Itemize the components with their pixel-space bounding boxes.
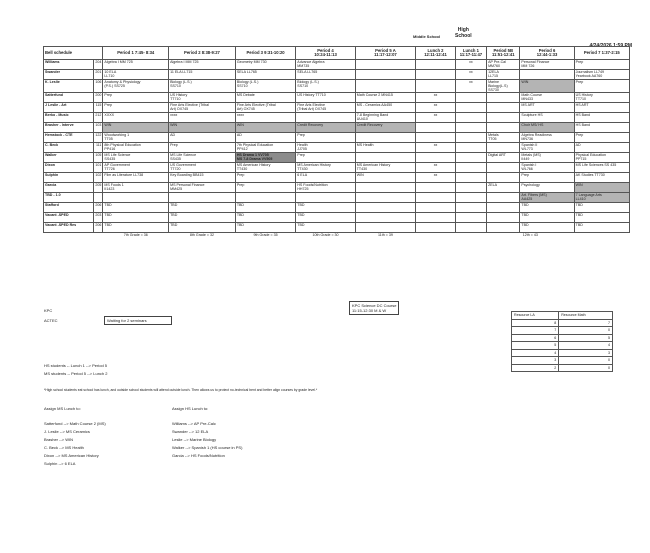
- table-row: [44, 143, 630, 153]
- schedule-cell: [487, 203, 520, 213]
- schedule-cell: Prep: [520, 173, 574, 183]
- schedule-cell: AP Government TT726: [103, 163, 169, 173]
- schedule-cell: xx: [416, 163, 456, 173]
- resource-cell: 5: [559, 334, 613, 342]
- schedule-cell: WIN: [574, 183, 629, 193]
- schedule-cell: Choir MS/ HS: [520, 123, 574, 133]
- schedule-cell: [487, 193, 520, 203]
- schedule-cell: Psychology: [520, 183, 574, 193]
- resource-row: [512, 342, 613, 350]
- schedule-table: [43, 46, 630, 242]
- total-cell: 7th Grade = 36: [123, 233, 148, 237]
- schedule-cell: [455, 183, 486, 193]
- kpc-course-box: KPC Science DC Course 11:15-12:30 M & W: [349, 301, 399, 315]
- schedule-cell: [416, 183, 456, 193]
- teacher-name: TBD - 1.0: [44, 193, 94, 203]
- schedule-cell: [416, 80, 456, 93]
- header-cell: Period 5 A 11:17-12:07: [355, 47, 415, 60]
- table-row: [44, 123, 630, 133]
- table-row: [44, 70, 630, 80]
- schedule-cell: MS Life Sciences SS 435: [574, 163, 629, 173]
- teacher-name: Brasher - Interve: [44, 123, 94, 133]
- schedule-cell: [235, 193, 295, 203]
- teacher-name: Sulphin: [44, 173, 94, 183]
- resource-row: [512, 319, 613, 327]
- schedule-cell: AD: [574, 143, 629, 153]
- room-number: 106: [94, 80, 103, 93]
- schedule-cell: [103, 193, 169, 203]
- schedule-cell: [355, 70, 415, 80]
- header-cell: Period 2 8:38-9:27: [169, 47, 236, 60]
- room-number: 103: [94, 123, 103, 133]
- schedule-cell: WIN: [520, 80, 574, 93]
- schedule-cell: [455, 93, 486, 103]
- schedule-cell: [455, 133, 486, 143]
- assignment-item: J. Leslie --> MS Ceramics: [44, 429, 90, 434]
- schedule-cell: [416, 60, 456, 70]
- schedule-cell: [455, 103, 486, 113]
- teacher-name: Hemstock - CTE: [44, 133, 94, 143]
- schedule-cell: [455, 113, 486, 123]
- schedule-cell: HS Band: [574, 123, 629, 133]
- schedule-cell: [355, 60, 415, 70]
- schedule-cell: 7 Language Arts LL410: [574, 193, 629, 203]
- schedule-cell: [487, 143, 520, 153]
- schedule-cell: [487, 93, 520, 103]
- schedule-cell: Fine Arts Elective (Tribal Art) OX745: [296, 103, 355, 113]
- schedule-cell: [355, 80, 415, 93]
- table-row: [44, 80, 630, 93]
- schedule-cell: Prep: [235, 183, 295, 193]
- schedule-cell: TBD: [169, 203, 236, 213]
- assignment-item: Dixon --> MS American History: [44, 453, 99, 458]
- schedule-cell: Prep: [574, 80, 629, 93]
- schedule-cell: TBD: [574, 213, 629, 223]
- schedule-cell: MS - Ceramics AA450: [355, 103, 415, 113]
- schedule-cell: xx: [455, 80, 486, 93]
- schedule-cell: MS Debate: [235, 93, 295, 103]
- schedule-cell: HS Foods/Nutrition HH725: [296, 183, 355, 193]
- assignment-item: Brasher --> WIN: [44, 437, 74, 442]
- resource-cell: 7: [512, 327, 559, 335]
- schedule-cell: AD: [235, 133, 295, 143]
- schedule-cell: [487, 123, 520, 133]
- schedule-cell: [487, 113, 520, 123]
- assignment-item: Walker --> Spanish 1 (HS course in PS): [172, 445, 243, 450]
- schedule-cell: 7-8 Beginning Band UU410: [355, 113, 415, 123]
- schedule-cell: Prep: [103, 93, 169, 103]
- schedule-cell: xx: [455, 60, 486, 70]
- schedule-cell: Algebra I MM 725: [169, 60, 236, 70]
- schedule-cell: Prep: [169, 143, 236, 153]
- lunch2-note: MS students -- Period 5 --> Lunch 2: [44, 371, 108, 376]
- resource-row: [512, 349, 613, 357]
- schedule-cell: xx: [416, 93, 456, 103]
- schedule-cell: SELA LL765: [235, 70, 295, 80]
- schedule-cell: MS ART: [520, 103, 574, 113]
- schedule-cell: xx: [416, 173, 456, 183]
- schedule-cell: Art. Fibers (MS) AA425: [520, 193, 574, 203]
- resource-cell: 5: [512, 342, 559, 350]
- teacher-name: Stafford: [44, 203, 94, 213]
- schedule-cell: TBD: [235, 213, 295, 223]
- actec-label: ACTEC: [44, 318, 58, 323]
- schedule-cell: WIN: [235, 123, 295, 133]
- assignment-item: Leslie --> Marine Biology: [172, 437, 217, 442]
- schedule-cell: TBD: [296, 203, 355, 213]
- total-cell: 9th Grade = 35: [253, 233, 278, 237]
- schedule-cell: [416, 223, 456, 233]
- room-number: 203: [94, 213, 103, 223]
- schedule-cell: MS Foods 1 II1423: [103, 183, 169, 193]
- schedule-cell: Credit Recovery: [296, 123, 355, 133]
- room-number: 111: [94, 143, 103, 153]
- schedule-cell: Personal Finance MM 726: [520, 60, 574, 70]
- resource-cell: 3: [512, 357, 559, 365]
- schedule-cell: Film as Literature LL738: [103, 173, 169, 183]
- teacher-name: Berko - Music: [44, 113, 94, 123]
- resource-row: [512, 327, 613, 335]
- teacher-name: Dixon: [44, 163, 94, 173]
- lunch1-note: HS students -- Lunch 1 --> Period 5: [44, 363, 108, 368]
- room-number: [94, 193, 103, 203]
- schedule-cell: Metals TT05: [487, 133, 520, 143]
- schedule-cell: Key Boarding BB415: [169, 173, 236, 183]
- schedule-cell: Math Course MN433: [520, 93, 574, 103]
- resource-header: Resource Math: [559, 312, 613, 320]
- total-cell: 11th = 39: [378, 233, 393, 237]
- schedule-cell: Geometry MM 730: [235, 60, 295, 70]
- schedule-cell: xxxx: [235, 113, 295, 123]
- schedule-cell: 6 ELA: [296, 173, 355, 183]
- schedule-cell: 7th Physical Education PP412: [235, 143, 295, 153]
- room-number: 205: [94, 183, 103, 193]
- resource-cell: 4: [559, 342, 613, 350]
- schedule-cell: Fine Arts Elective (Tribal Art) OX745: [169, 103, 236, 113]
- resource-row: [512, 357, 613, 365]
- schedule-cell: HS ART: [574, 103, 629, 113]
- schedule-cell: [455, 143, 486, 153]
- total-cell: 8th Grade = 32: [189, 233, 214, 237]
- resource-row: [512, 364, 613, 372]
- schedule-cell: [455, 163, 486, 173]
- schedule-cell: [487, 163, 520, 173]
- assignment-item: Williams --> AP Pre-Calc: [172, 421, 216, 426]
- schedule-cell: xxxx: [169, 113, 236, 123]
- schedule-cell: MS Life Science SS435: [103, 153, 169, 163]
- schedule-cell: [455, 223, 486, 233]
- schedule-cell: xx: [416, 143, 456, 153]
- kpc-label: KPC: [44, 308, 53, 313]
- schedule-cell: Biology (L.S.) SS710: [296, 80, 355, 93]
- schedule-cell: Advance Algebra MM735: [296, 60, 355, 70]
- header-cell: Period 1 7:45- 8:34: [103, 47, 169, 60]
- assign-ms-title: Assign MS Lunch to:: [44, 406, 81, 411]
- schedule-cell: Marine Biology(L.S) SS730: [487, 80, 520, 93]
- assignment-item: C. Beck --> MS Health: [44, 445, 84, 450]
- print-date: 4/24/2026 1:59 PM: [589, 43, 632, 49]
- schedule-cell: MS American History TT430: [235, 163, 295, 173]
- schedule-cell: 8th Physical Education PP416: [103, 143, 169, 153]
- schedule-cell: [520, 70, 574, 80]
- room-number: 204: [94, 60, 103, 70]
- room-number: 122: [94, 133, 103, 143]
- header-row: [44, 47, 630, 60]
- schedule-cell: AD: [169, 133, 236, 143]
- schedule-cell: MS Personal Finance MM425: [169, 183, 236, 193]
- table-row: [44, 103, 630, 113]
- middle-school-label: Middle School: [413, 34, 441, 39]
- schedule-cell: 12ELA LL715: [487, 70, 520, 80]
- teacher-name: Garcia: [44, 183, 94, 193]
- schedule-cell: Fine Arts Elective (Tribal Art) OX745: [235, 103, 295, 113]
- table-row: [44, 153, 630, 163]
- resource-cell: 8: [512, 319, 559, 327]
- schedule-cell: MS American History TT430: [296, 163, 355, 173]
- room-number: 102: [94, 173, 103, 183]
- header-cell: Period 4 10:24-11:13: [296, 47, 355, 60]
- room-number: 206: [94, 223, 103, 233]
- schedule-cell: US History TT710: [574, 93, 629, 103]
- schedule-cell: Sculpture HS: [520, 113, 574, 123]
- schedule-cell: TBD: [169, 213, 236, 223]
- total-cell: 12th = 43: [522, 233, 538, 237]
- table-row: [44, 133, 630, 143]
- teacher-name: Swander: [44, 70, 94, 80]
- schedule-cell: Math Course 2 MN415: [355, 93, 415, 103]
- schedule-cell: TBD: [103, 203, 169, 213]
- schedule-cell: [355, 153, 415, 163]
- schedule-cell: [455, 173, 486, 183]
- schedule-cell: [355, 223, 415, 233]
- schedule-cell: ZELA: [487, 183, 520, 193]
- schedule-cell: [455, 123, 486, 133]
- schedule-cell: Prep: [296, 153, 355, 163]
- schedule-cell: Journalism LL749 Yearbook AA760: [574, 70, 629, 80]
- schedule-cell: TBD: [520, 223, 574, 233]
- schedule-cell: 11 ELA LL715: [169, 70, 236, 80]
- schedule-cell: XXXX: [103, 113, 169, 123]
- assignment-item: Garcia --> HS Foods/Nutrition: [172, 453, 225, 458]
- schedule-cell: Prep: [296, 133, 355, 143]
- schedule-cell: [487, 213, 520, 223]
- schedule-cell: Algebra Readiness MN736: [520, 133, 574, 143]
- schedule-cell: [455, 203, 486, 213]
- total-cell: 10th Grade = 30: [312, 233, 339, 237]
- schedule-cell: [455, 193, 486, 203]
- resource-cell: 0: [559, 327, 613, 335]
- table-row: [44, 203, 630, 213]
- schedule-cell: TBD: [169, 223, 236, 233]
- teacher-name: Satterfund: [44, 93, 94, 103]
- assignment-item: Sulphin --> 6 ELA: [44, 461, 76, 466]
- schedule-cell: [455, 153, 486, 163]
- room-number: 200: [94, 93, 103, 103]
- resource-row: [512, 334, 613, 342]
- teacher-name: Williams: [44, 60, 94, 70]
- schedule-cell: [416, 153, 456, 163]
- schedule-cell: MS Health: [355, 143, 415, 153]
- assign-ms-list: [44, 420, 106, 468]
- table-row: [44, 223, 630, 233]
- schedule-cell: [487, 223, 520, 233]
- schedule-cell: [416, 193, 456, 203]
- resource-cell: 0: [559, 364, 613, 372]
- schedule-cell: Prep: [574, 133, 629, 143]
- schedule-cell: [416, 123, 456, 133]
- grade-totals-row: [44, 233, 630, 243]
- header-cell: Bell schedule: [44, 47, 103, 60]
- room-number: 105: [94, 153, 103, 163]
- table-row: [44, 173, 630, 183]
- schedule-cell: Metals (MS) II449: [520, 153, 574, 163]
- table-row: [44, 93, 630, 103]
- room-number: 206: [94, 203, 103, 213]
- schedule-cell: Physical Education PP715: [574, 153, 629, 163]
- resource-cell: 2: [512, 364, 559, 372]
- schedule-cell: TBD: [296, 213, 355, 223]
- room-number: 212: [94, 113, 103, 123]
- schedule-cell: Anatomy & Physiology (P.S.) SS725: [103, 80, 169, 93]
- schedule-cell: US Government TT720: [169, 163, 236, 173]
- assignment-item: Swander --> 12 ELA: [172, 429, 209, 434]
- header-cell: Period 3 9:31-10:20: [235, 47, 295, 60]
- schedule-cell: Credit Recovery: [355, 123, 415, 133]
- teacher-name: J Leslie - Art: [44, 103, 94, 113]
- teacher-name: K. Leslie: [44, 80, 94, 93]
- schedule-cell: [416, 203, 456, 213]
- schedule-cell: Prep: [235, 173, 295, 183]
- table-row: [44, 183, 630, 193]
- schedule-cell: [416, 213, 456, 223]
- schedule-cell: MS Life Science SS435: [169, 153, 236, 163]
- schedule-cell: [296, 193, 355, 203]
- schedule-cell: xx: [416, 103, 456, 113]
- schedule-cell: [487, 103, 520, 113]
- resource-cell: 4: [512, 349, 559, 357]
- schedule-cell: [487, 173, 520, 183]
- assign-hs-title: Assign HS Lunch to:: [172, 406, 209, 411]
- header-cell: Lunch 2 12:11-12:41: [416, 47, 456, 60]
- teacher-name: C. Beck: [44, 143, 94, 153]
- schedule-cell: HS Band: [574, 113, 629, 123]
- schedule-cell: [355, 193, 415, 203]
- schedule-cell: Algebra I MM 725: [103, 60, 169, 70]
- table-row: [44, 163, 630, 173]
- teacher-name: Vacant -SPED Res: [44, 223, 94, 233]
- resource-cell: 3: [559, 349, 613, 357]
- schedule-cell: MS American History TT430: [355, 163, 415, 173]
- schedule-cell: xx: [416, 113, 456, 123]
- schedule-cell: 10 ELA LL710: [103, 70, 169, 80]
- schedule-cell: Spanish II WL773: [520, 143, 574, 153]
- schedule-cell: Spanish I WL766: [520, 163, 574, 173]
- resource-cell: 7: [559, 319, 613, 327]
- actec-note-box: Waiting for 2 seminars: [104, 316, 172, 325]
- schedule-cell: [355, 183, 415, 193]
- schedule-cell: Woodworking 1 TT05: [103, 133, 169, 143]
- schedule-cell: Prep: [103, 103, 169, 113]
- schedule-cell: Biology (L.S.) SS710: [235, 80, 295, 93]
- room-number: 101: [94, 163, 103, 173]
- footnote: *High school students eat school has lunch, and outside school students will attend outside lunch. Then allows us to protect no-technical bent and better align courses by grade level.*: [44, 388, 318, 392]
- schedule-cell: TBD: [235, 223, 295, 233]
- schedule-cell: [296, 113, 355, 123]
- schedule-cell: AP Pre-Cal MM760: [487, 60, 520, 70]
- teacher-name: Vacant -SPED: [44, 213, 94, 223]
- schedule-cell: Health JJ705: [296, 143, 355, 153]
- header-cell: Lunch 1 11:17-11:47: [455, 47, 486, 60]
- schedule-cell: TBD: [103, 213, 169, 223]
- schedule-cell: US History TT710: [169, 93, 236, 103]
- schedule-cell: TBD: [520, 213, 574, 223]
- schedule-cell: TBD: [574, 223, 629, 233]
- teacher-name: Walker: [44, 153, 94, 163]
- resource-cell: 6: [512, 334, 559, 342]
- schedule-cell: [416, 70, 456, 80]
- schedule-cell: TBD: [103, 223, 169, 233]
- resource-header-row: [512, 312, 613, 320]
- schedule-cell: [169, 193, 236, 203]
- high-school-label: High School: [455, 27, 472, 39]
- header-cell: Period 7 1:37-2:15: [574, 47, 629, 60]
- schedule-cell: AK Studies TT730: [574, 173, 629, 183]
- room-number: 201: [94, 70, 103, 80]
- schedule-cell: xx: [455, 70, 486, 80]
- table-row: [44, 60, 630, 70]
- schedule-cell: [355, 203, 415, 213]
- schedule-cell: HS Drama 1 VV705 MS 7-8 Drama VV505: [235, 153, 295, 163]
- schedule-cell: TBD: [520, 203, 574, 213]
- schedule-cell: TBD: [296, 223, 355, 233]
- schedule-cell: [355, 213, 415, 223]
- table-row: [44, 213, 630, 223]
- table-row: [44, 113, 630, 123]
- resource-table: [511, 311, 613, 372]
- schedule-cell: TBD: [235, 203, 295, 213]
- schedule-cell: SELA LL765: [296, 70, 355, 80]
- resource-header: Resource LA: [512, 312, 559, 320]
- header-cell: Period 5B 11:51-12:41: [487, 47, 520, 60]
- schedule-cell: TBD: [574, 203, 629, 213]
- schedule-cell: Biology (L.S.) SS710: [169, 80, 236, 93]
- room-number: 115: [94, 103, 103, 113]
- assignment-item: Satterfund --> Math Course 2 (MS): [44, 421, 106, 426]
- schedule-cell: [416, 133, 456, 143]
- resource-cell: 0: [559, 357, 613, 365]
- schedule-cell: [355, 133, 415, 143]
- assign-hs-list: [172, 420, 242, 460]
- schedule-cell: WIN: [103, 123, 169, 133]
- header-cell: Period 6 12:44-1:33: [520, 47, 574, 60]
- schedule-cell: [455, 213, 486, 223]
- schedule-cell: WIN: [169, 123, 236, 133]
- schedule-cell: Prep: [574, 60, 629, 70]
- schedule-cell: US History TT710: [296, 93, 355, 103]
- schedule-cell: WIN: [355, 173, 415, 183]
- table-row: [44, 193, 630, 203]
- schedule-cell: Digital ART: [487, 153, 520, 163]
